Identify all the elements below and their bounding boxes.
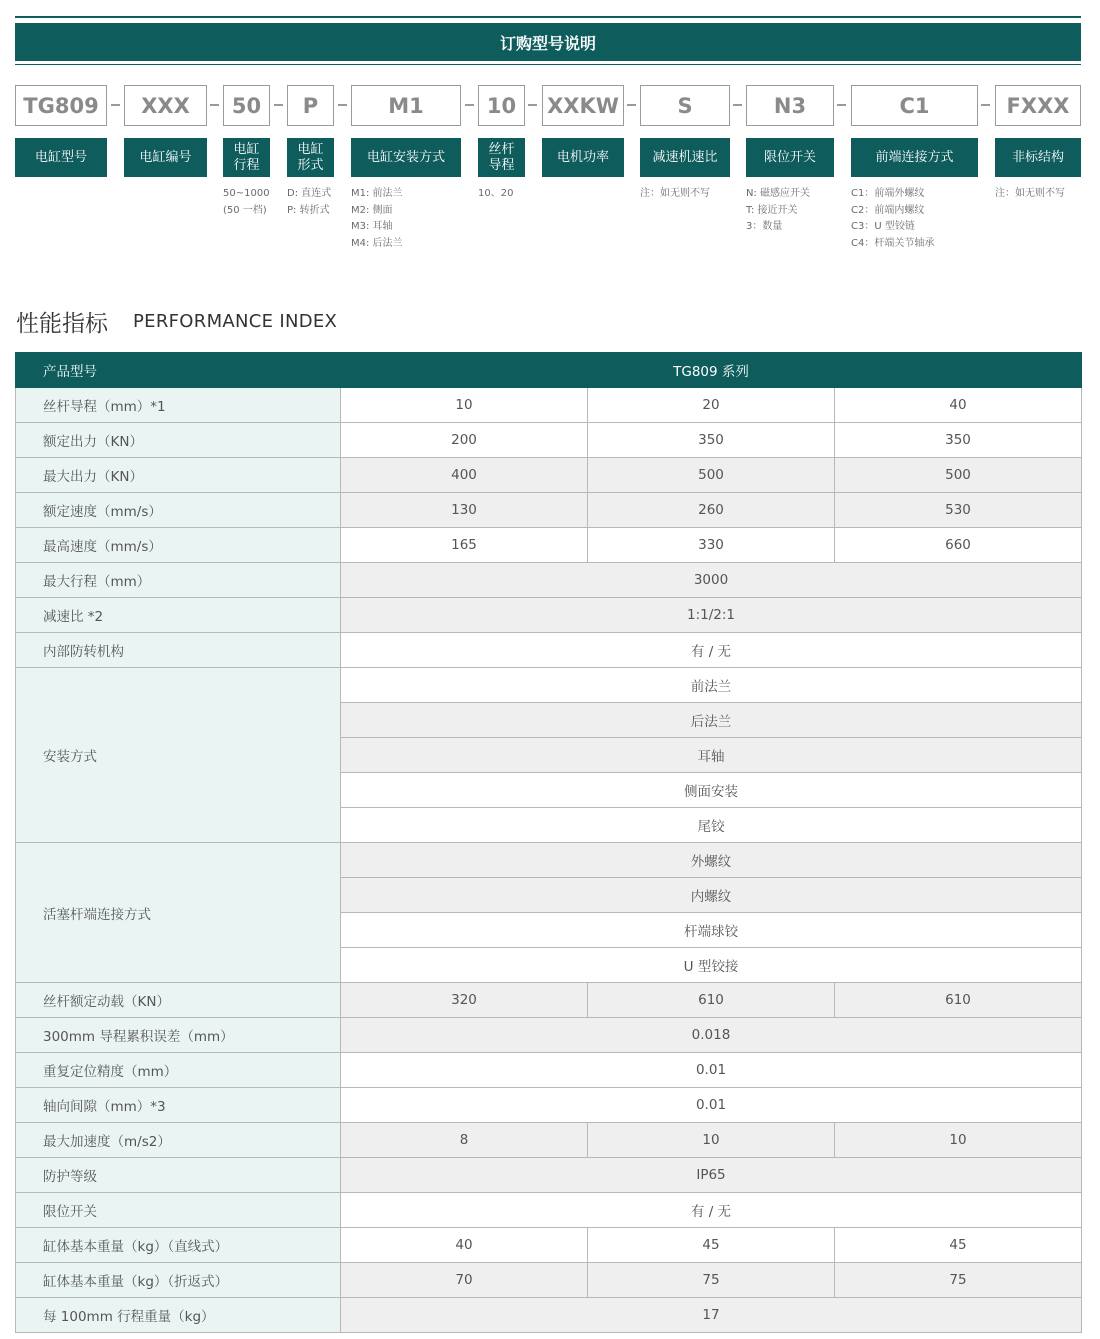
cell-value: 40 (341, 1228, 588, 1263)
row-label: 最高速度（mm/s） (16, 528, 341, 563)
cell-value: 前法兰 (341, 668, 1082, 703)
label-custom: 非标结构 (995, 138, 1081, 177)
row-label: 限位开关 (16, 1193, 341, 1228)
cell-value: 0.018 (341, 1018, 1082, 1053)
row-label: 安装方式 (16, 668, 341, 843)
table-row (16, 388, 1082, 423)
code-dash (981, 104, 990, 106)
label-lead: 丝杆 导程 (478, 138, 525, 177)
table-row (16, 1053, 1082, 1088)
code-ratio: S (640, 85, 730, 126)
label-ratio: 减速机速比 (640, 138, 730, 177)
code-lead: 10 (478, 85, 525, 126)
table-row (16, 1228, 1082, 1263)
cell-value: 10 (341, 388, 588, 423)
cell-value: 45 (835, 1228, 1082, 1263)
cell-value: 内螺纹 (341, 878, 1082, 913)
table-row (16, 563, 1082, 598)
row-label: 轴向间隙（mm）*3 (16, 1088, 341, 1123)
cell-value: 尾铰 (341, 808, 1082, 843)
order-banner: 订购型号说明 (15, 23, 1081, 61)
note-stroke: 50~1000 (50 一档) (223, 188, 270, 216)
table-row (16, 598, 1082, 633)
row-label: 每 100mm 行程重量（kg） (16, 1298, 341, 1333)
cell-value: 70 (341, 1263, 588, 1298)
label-model: 电缸型号 (15, 138, 107, 177)
label-form: 电缸 形式 (287, 138, 334, 177)
cell-value: 350 (835, 423, 1082, 458)
note-ratio: 注：如无则不写 (640, 188, 710, 199)
code-dash (733, 104, 742, 106)
cell-value: 165 (341, 528, 588, 563)
row-label: 防护等级 (16, 1158, 341, 1193)
row-label: 丝杆额定动载（KN） (16, 983, 341, 1018)
cell-value: 75 (835, 1263, 1082, 1298)
table-row (16, 668, 1082, 703)
cell-value: U 型铰接 (341, 948, 1082, 983)
note-lead: 10、20 (478, 188, 514, 199)
cell-value: 耳轴 (341, 738, 1082, 773)
note-form: D: 直连式 P: 转折式 (287, 188, 332, 216)
cell-value: 杆端球铰 (341, 913, 1082, 948)
table-row (16, 1263, 1082, 1298)
top-rule (15, 16, 1081, 18)
cell-value: 17 (341, 1298, 1082, 1333)
cell-value: 0.01 (341, 1053, 1082, 1088)
row-label: 最大行程（mm） (16, 563, 341, 598)
cell-value: IP65 (341, 1158, 1082, 1193)
cell-value: 10 (835, 1123, 1082, 1158)
cell-value: 有 / 无 (341, 633, 1082, 668)
code-dash (111, 104, 120, 106)
row-label: 重复定位精度（mm） (16, 1053, 341, 1088)
cell-value: 20 (588, 388, 835, 423)
performance-table (15, 352, 1082, 1333)
row-label: 额定速度（mm/s） (16, 493, 341, 528)
cell-value: 530 (835, 493, 1082, 528)
cell-value: 45 (588, 1228, 835, 1263)
code-form: P (287, 85, 334, 126)
code-number: XXX (124, 85, 207, 126)
label-limit: 限位开关 (746, 138, 834, 177)
label-mount: 电缸安装方式 (351, 138, 461, 177)
cell-value: 后法兰 (341, 703, 1082, 738)
row-label: 减速比 *2 (16, 598, 341, 633)
code-mount: M1 (351, 85, 461, 126)
cell-value: 260 (588, 493, 835, 528)
code-dash (210, 104, 219, 106)
cell-value: 有 / 无 (341, 1193, 1082, 1228)
row-label: 丝杆导程（mm）*1 (16, 388, 341, 423)
table-row (16, 633, 1082, 668)
code-dash (528, 104, 537, 106)
note-limit: N: 磁感应开关 T: 接近开关 3：数量 (746, 188, 811, 233)
cell-value: 660 (835, 528, 1082, 563)
code-dash (465, 104, 474, 106)
cell-value: 0.01 (341, 1088, 1082, 1123)
label-number: 电缸编号 (124, 138, 207, 177)
cell-value: 10 (588, 1123, 835, 1158)
row-label: 最大出力（KN） (16, 458, 341, 493)
code-dash (837, 104, 846, 106)
code-front: C1 (851, 85, 978, 126)
code-dash (338, 104, 347, 106)
row-label: 缸体基本重量（kg）（直线式） (16, 1228, 341, 1263)
note-mount: M1: 前法兰 M2: 侧面 M3: 耳轴 M4: 后法兰 (351, 188, 403, 250)
header-product-model: 产品型号 (16, 353, 341, 388)
row-label: 最大加速度（m/s2） (16, 1123, 341, 1158)
table-row (16, 423, 1082, 458)
section-title: 性能指标 (16, 311, 108, 337)
table-header-row (16, 353, 1082, 388)
table-row (16, 1158, 1082, 1193)
table-row (16, 528, 1082, 563)
table-row (16, 1123, 1082, 1158)
table-row (16, 1298, 1082, 1333)
section-subtitle: PERFORMANCE INDEX (133, 311, 338, 332)
table-row (16, 1018, 1082, 1053)
note-custom: 注：如无则不写 (995, 188, 1065, 199)
row-label: 300mm 导程累积误差（mm） (16, 1018, 341, 1053)
cell-value: 3000 (341, 563, 1082, 598)
note-front: C1：前端外螺纹 C2：前端内螺纹 C3：U 型铰链 C4：杆端关节轴承 (851, 188, 935, 250)
code-model: TG809 (15, 85, 107, 126)
cell-value: 330 (588, 528, 835, 563)
cell-value: 500 (588, 458, 835, 493)
code-dash (274, 104, 283, 106)
table-row (16, 1088, 1082, 1123)
row-label: 缸体基本重量（kg）（折返式） (16, 1263, 341, 1298)
label-power: 电机功率 (542, 138, 624, 177)
code-limit: N3 (746, 85, 834, 126)
code-power: XXKW (542, 85, 624, 126)
row-label: 内部防转机构 (16, 633, 341, 668)
code-custom: FXXX (995, 85, 1081, 126)
code-dash (627, 104, 636, 106)
table-row (16, 493, 1082, 528)
table-row (16, 458, 1082, 493)
row-label: 额定出力（KN） (16, 423, 341, 458)
table-row (16, 1193, 1082, 1228)
cell-value: 610 (588, 983, 835, 1018)
cell-value: 75 (588, 1263, 835, 1298)
cell-value: 40 (835, 388, 1082, 423)
table-row (16, 983, 1082, 1018)
banner-rule (15, 64, 1081, 65)
code-stroke: 50 (223, 85, 270, 126)
cell-value: 320 (341, 983, 588, 1018)
cell-value: 500 (835, 458, 1082, 493)
cell-value: 350 (588, 423, 835, 458)
header-series: TG809 系列 (341, 353, 1082, 388)
cell-value: 1:1/2:1 (341, 598, 1082, 633)
label-front: 前端连接方式 (851, 138, 978, 177)
cell-value: 外螺纹 (341, 843, 1082, 878)
cell-value: 200 (341, 423, 588, 458)
cell-value: 130 (341, 493, 588, 528)
cell-value: 610 (835, 983, 1082, 1018)
label-stroke: 电缸 行程 (223, 138, 270, 177)
cell-value: 8 (341, 1123, 588, 1158)
cell-value: 侧面安装 (341, 773, 1082, 808)
table-row (16, 843, 1082, 878)
cell-value: 400 (341, 458, 588, 493)
row-label: 活塞杆端连接方式 (16, 843, 341, 983)
